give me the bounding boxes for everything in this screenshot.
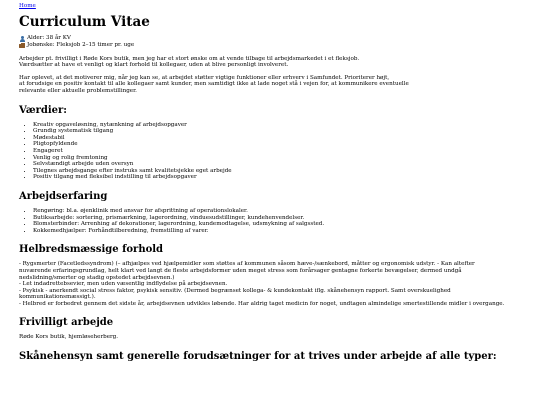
personal-info (19, 35, 521, 48)
list-item: • Grundig systematisk tilgang (33, 128, 521, 135)
person-icon (19, 36, 25, 42)
health-line: - Let indadrettebsevier, men uden væsentlig indflydelse på arbejdsevnen. (19, 281, 228, 288)
list-item: • Venlig og rolig fremtoning (33, 155, 521, 162)
home-link[interactable]: Home (19, 3, 36, 9)
health-line: - Psykisk - anerkendt social stress faktor, psykisk sensitiv. (Dermed begrænset kollega- & kundekontakt iflg. skånehensyn rapport. Samt overskuelighed kommunikationsmæssigt.). (19, 287, 451, 301)
list-item: • Engageret (33, 148, 521, 155)
intro-paragraph-2 (19, 75, 521, 95)
list-item: • Pligtopfyldende (33, 141, 521, 148)
age-text: Alder: 38 år KV (27, 35, 71, 42)
list-item: • Kreativ opgaveløsning, nytænkning af arbejdsopgaver (33, 122, 521, 129)
intro-paragraph-1 (19, 56, 521, 69)
list-item: • Selvstændigt arbejde uden oversyn (33, 161, 521, 168)
list-item: • Butiksarbejde: sortering, prismærkning, lagerordning, vinduesudstillinger, kundehenvendelser. (33, 215, 521, 222)
intro-line: at forudsige en positiv kontakt til alle kollegaer samt kunder, men samtidigt ikke at lade noget stå i vejen for, at kommunikere eventuelle (19, 81, 409, 88)
volunteer-heading: Frivilligt arbejde (19, 317, 114, 329)
experience-list (19, 208, 521, 234)
list-item: • Mødestabil (33, 135, 521, 142)
health-line: nuværende erfaringsgrundlag, helt klart ved langt de fleste arbejdsformer uden meget stress som forårsager gentagne forkerte bevægelser, dermed undgå (19, 267, 462, 274)
values-list (19, 122, 521, 181)
health-line: - Helbred er forbedret gennem det sidste år, arbejdsevnen udvikles løbende. Har aldrig taget medicin for noget, undtagen almindelige smertestillende midler i overgange. (19, 300, 505, 307)
list-item: • Positiv tilgang med fleksibel indstilling til arbejdsopgaver (33, 174, 521, 181)
list-item: • Blomsterbinder: Arrenhing af dekorationer, lagerordning, kundemodtagelse, udsmykning af salgssted. (33, 221, 521, 228)
job-wish-text: Jobønske: Fleksjob 2–15 timer pr. uge (27, 42, 135, 49)
age-line (19, 35, 521, 42)
experience-heading: Arbejdserfaring (19, 190, 108, 202)
page-title: Curriculum Vitae (19, 13, 150, 30)
health-line: nedslidning/smerter og stadig opstedet arbejdsevnen.) (19, 274, 175, 281)
list-item: • Rengøring: bl.a. øjenklinik med ansvar for afsprittning af operationslokaler. (33, 208, 521, 215)
health-heading: Helbredsmæssige forhold (19, 244, 164, 256)
intro-line: Har oplevet, at det motiverer mig, når jeg kan se, at arbejdet støtter vigtige funktioner eller erhverv i Samfundet. Prioriterer højt, (19, 74, 390, 81)
health-section (19, 261, 521, 307)
intro-line: Værdsætter at have et venligt og klart forhold til kollegaer, uden at blive personligt involveret. (19, 62, 289, 69)
health-line: - Rygsmerter (Facetledssyndrom) (– afhjælpes ved hjælpemidler som støttes af kommunen såsom hæve-/sænkebord, måtter og ergonomisk udstyr. - Kan altefter (19, 261, 475, 268)
considerations-heading: Skånehensyn samt generelle forudsætninger for at trives under arbejde af alle typer: (19, 351, 497, 363)
list-item: • Tilegnes arbejdsgange efter instruks samt kvalitetsjekke eget arbejde (33, 168, 521, 175)
briefcase-icon (19, 42, 25, 48)
job-wish-line (19, 42, 521, 49)
values-heading: Værdier: (19, 104, 67, 116)
list-item: • Kokkemedhjælper: Forhåndtilberedning, fremstilling af varer. (33, 228, 521, 235)
intro-line: relevante eller aktuelle problemstillinger. (19, 88, 137, 94)
intro-line: Arbejder pt. frivilligt i Røde Kors butik, men jeg har et stort ønske om at vende tilbage til arbejdsmarkedet i et fleksjob. (19, 55, 360, 62)
volunteer-text: Røde Kors butik, hjemløseherberg. (19, 334, 119, 341)
